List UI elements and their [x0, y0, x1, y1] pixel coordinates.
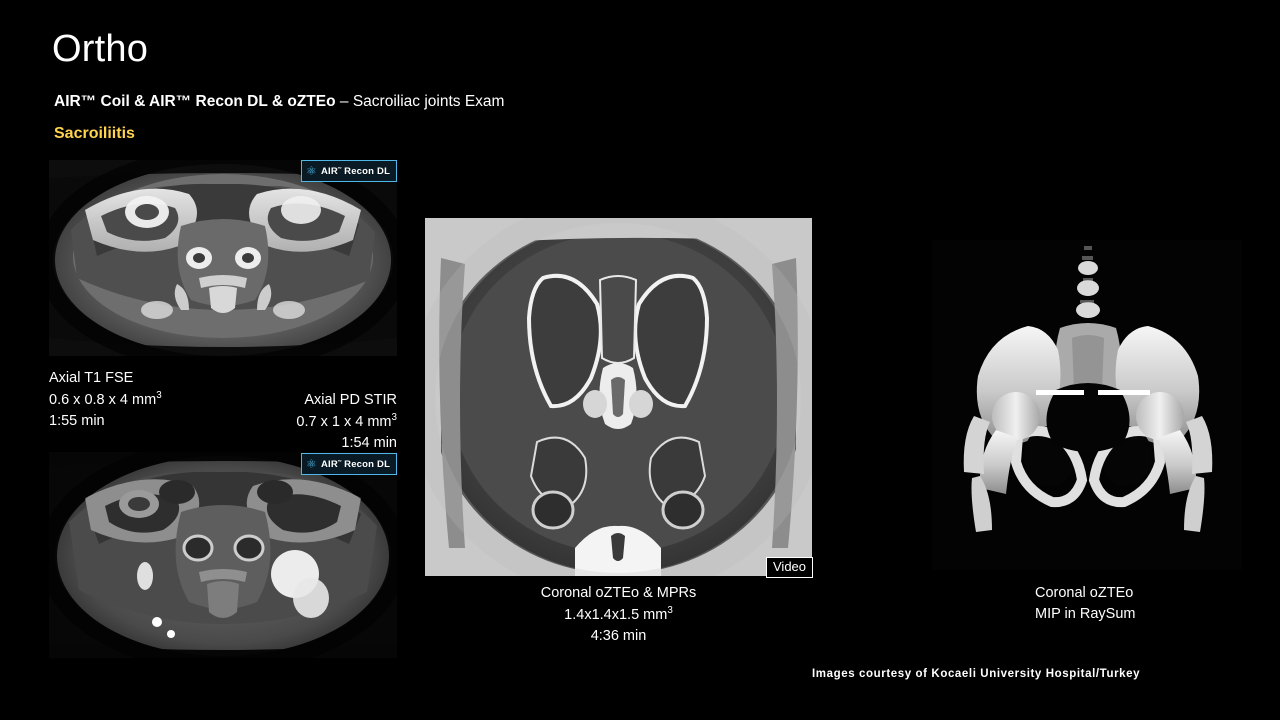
- image-credit: Images courtesy of Kocaeli University Hospital/Turkey: [812, 668, 1141, 680]
- caption-detail: MIP in RaySum: [1035, 606, 1136, 623]
- caption-resolution: 0.7 x 1 x 4 $mm^3$: [296, 412, 397, 430]
- image-coronal-ozteo[interactable]: [425, 218, 812, 576]
- air-recon-dl-icon: ⚛: [306, 164, 317, 178]
- air-recon-dl-badge: [301, 160, 397, 182]
- caption-axial-pd-stir: [200, 390, 397, 454]
- caption-coronal-ozteo-mip: [1035, 583, 1135, 625]
- caption-resolution: 0.6 x 0.8 x 4 $mm^3$: [49, 390, 162, 408]
- caption-resolution: 1.4x1.4x1.5 $mm^3$: [564, 605, 673, 623]
- air-recon-dl-label: AIR˜ Recon DL: [320, 165, 391, 177]
- video-button[interactable]: Video: [766, 557, 813, 578]
- caption-modality: Axial T1 FSE: [49, 370, 134, 386]
- image-axial-t1-fse: [49, 160, 397, 356]
- caption-time: 1:54 min: [341, 434, 397, 451]
- subtitle-protocol: AIR™ Coil & AIR™ Recon DL & oZTEo: [54, 93, 336, 110]
- caption-time: 1:55 min: [49, 412, 105, 429]
- air-recon-dl-icon: ⚛: [306, 457, 317, 471]
- image-axial-pd-stir: [49, 452, 397, 658]
- caption-coronal-ozteo: [425, 583, 812, 647]
- image-coronal-ozteo-mip: [932, 240, 1242, 570]
- caption-modality: Axial PD STIR: [304, 392, 397, 408]
- subtitle-exam: – Sacroiliac joints Exam: [335, 93, 505, 110]
- air-recon-dl-badge-2: [301, 453, 397, 475]
- air-recon-dl-label: AIR˜ Recon DL: [320, 458, 391, 470]
- caption-modality: Coronal oZTEo: [1035, 585, 1134, 601]
- caption-modality: Coronal oZTEo & MPRs: [540, 585, 697, 601]
- diagnosis-label: Sacroiliitis: [54, 125, 135, 142]
- page-title: Ortho: [52, 28, 149, 70]
- caption-axial-t1-fse: [49, 368, 162, 432]
- caption-time: 4:36 min: [590, 627, 647, 644]
- slide-subtitle: [54, 93, 504, 111]
